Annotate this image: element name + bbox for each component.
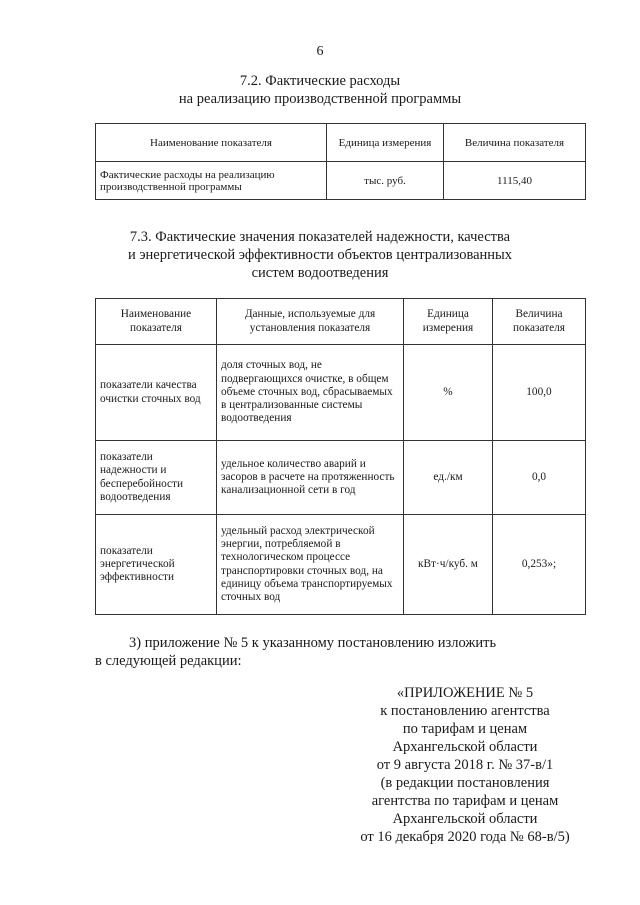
column-header: Единица измерения xyxy=(404,299,493,345)
table-header-row xyxy=(96,299,586,345)
paragraph-line: в следующей редакции: xyxy=(95,653,242,669)
column-header: Величина показателя xyxy=(493,299,586,345)
column-header: Величина показателя xyxy=(444,124,586,162)
appendix-line: (в редакции постановления xyxy=(380,775,550,791)
table-row xyxy=(96,441,586,515)
cell-data: удельный расход электрической энергии, потребляемой в технологическом процессе транспортировки сточных вод, на единицу объема транспортируемых сточных вод xyxy=(217,515,404,615)
appendix-line: Архангельской области xyxy=(392,811,538,827)
appendix-line: по тарифам и ценам xyxy=(402,721,528,737)
section-7-2-heading xyxy=(0,72,640,108)
appendix-line: Архангельской области xyxy=(392,739,538,755)
heading-line: систем водоотведения xyxy=(251,265,389,281)
table-row xyxy=(96,162,586,200)
page-number: 6 xyxy=(316,44,324,59)
column-header: Наименование показателя xyxy=(96,299,217,345)
section-7-3-heading xyxy=(0,228,640,282)
reliability-indicators-table xyxy=(95,298,586,615)
appendix-line: к постановлению агентства xyxy=(380,703,550,719)
heading-line: 7.2. Фактические расходы xyxy=(239,73,401,89)
table-header-row xyxy=(96,124,586,162)
cell-name: показатели энергетической эффективности xyxy=(96,515,217,615)
cell-value: 1115,40 xyxy=(444,162,586,200)
amendment-paragraph xyxy=(95,634,590,670)
cell-data: удельное количество аварий и засоров в расчете на протяженность канализационной сети в год xyxy=(217,441,404,515)
appendix-line: «ПРИЛОЖЕНИЕ № 5 xyxy=(396,685,534,701)
cell-value: 100,0 xyxy=(493,345,586,441)
column-header: Наименование показателя xyxy=(96,124,327,162)
cell-unit: % xyxy=(404,345,493,441)
paragraph-line: 3) приложение № 5 к указанному постановлению изложить xyxy=(129,635,497,651)
table-row xyxy=(96,345,586,441)
cell-unit: тыс. руб. xyxy=(327,162,444,200)
cell-unit: кВт·ч/куб. м xyxy=(404,515,493,615)
column-header: Данные, используемые для установления показателя xyxy=(217,299,404,345)
heading-line: 7.3. Фактические значения показателей надежности, качества xyxy=(129,229,511,245)
appendix-line: от 9 августа 2018 г. № 37-в/1 xyxy=(376,757,554,773)
appendix-line: агентства по тарифам и ценам xyxy=(371,793,559,809)
cell-name: показатели надежности и бесперебойности водоотведения xyxy=(96,441,217,515)
cell-value: 0,0 xyxy=(493,441,586,515)
heading-line: и энергетической эффективности объектов централизованных xyxy=(127,247,513,263)
appendix-line: от 16 декабря 2020 года № 68-в/5) xyxy=(360,829,570,845)
cell-name: Фактические расходы на реализацию производственной программы xyxy=(96,162,327,200)
column-header: Единица измерения xyxy=(327,124,444,162)
table-row xyxy=(96,515,586,615)
appendix-header xyxy=(300,684,630,846)
heading-line: на реализацию производственной программы xyxy=(178,91,462,107)
actual-expenses-table xyxy=(95,123,586,200)
cell-value: 0,253»; xyxy=(493,515,586,615)
cell-data: доля сточных вод, не подвергающихся очистке, в общем объеме сточных вод, сбрасываемых в централизованные системы водоотведения xyxy=(217,345,404,441)
cell-unit: ед./км xyxy=(404,441,493,515)
cell-name: показатели качества очистки сточных вод xyxy=(96,345,217,441)
